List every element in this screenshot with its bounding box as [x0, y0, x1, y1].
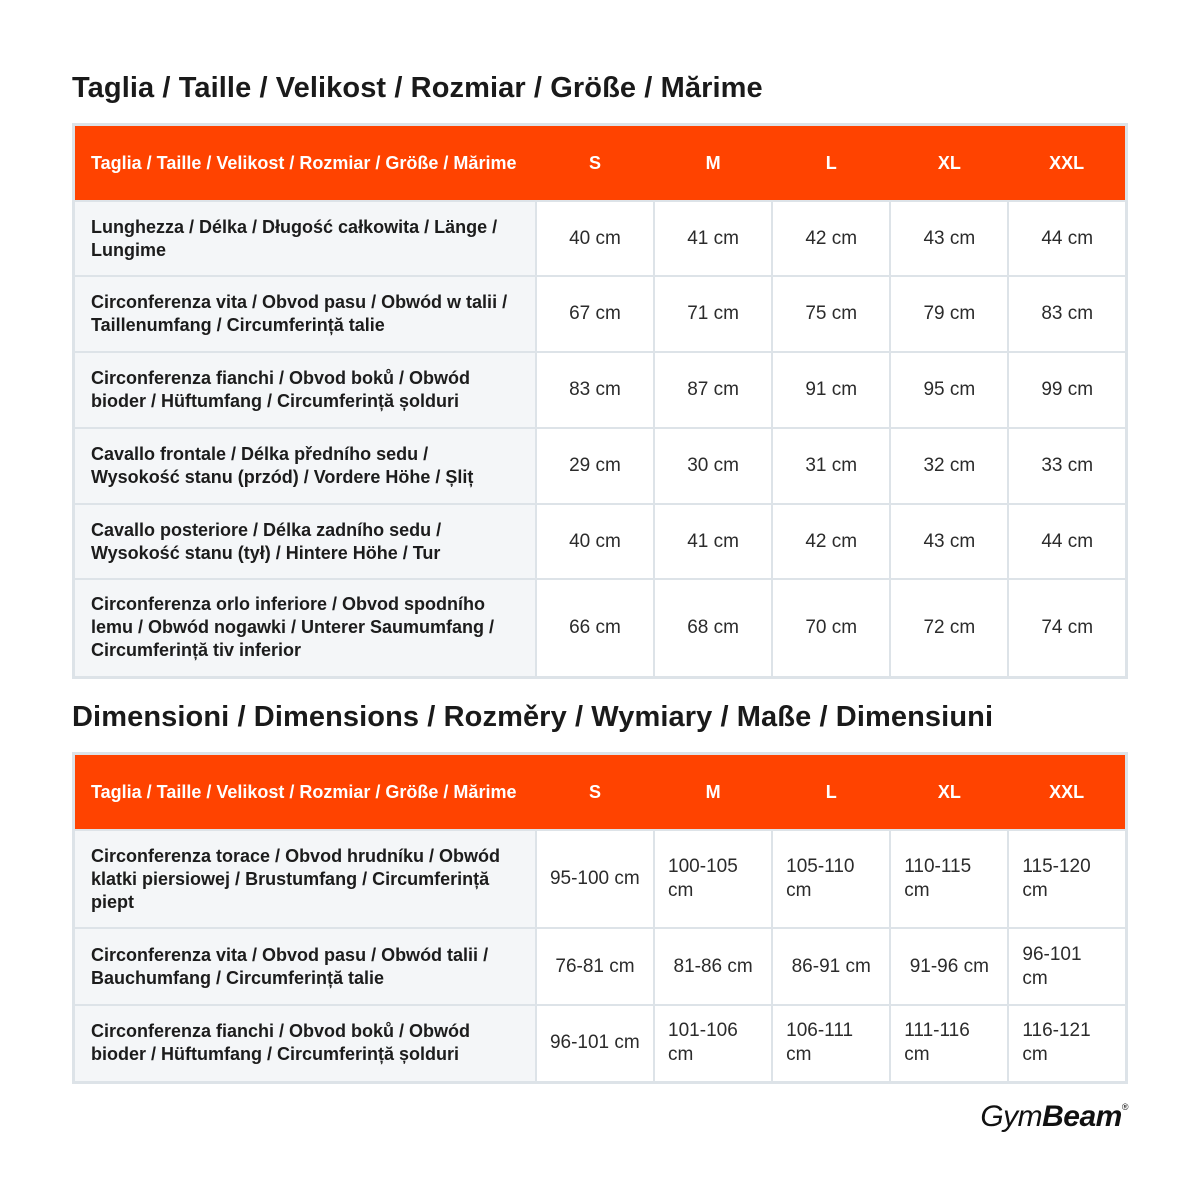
table-header-row — [74, 754, 1127, 831]
cell-value: 75 cm — [772, 276, 890, 352]
cell-value: 42 cm — [772, 504, 890, 579]
header-size-l: L — [772, 754, 890, 831]
cell-value: 29 cm — [536, 428, 654, 504]
cell-value: 91-96 cm — [890, 928, 1008, 1005]
table-row — [74, 352, 1127, 428]
registered-mark: ® — [1121, 1102, 1128, 1112]
cell-value: 43 cm — [890, 504, 1008, 579]
cell-value: 106-111 cm — [772, 1005, 890, 1082]
cell-value: 43 cm — [890, 201, 1008, 276]
row-label: Circonferenza fianchi / Obvod boků / Obwód bioder / Hüftumfang / Circumferință șolduri — [74, 1005, 536, 1082]
cell-value: 67 cm — [536, 276, 654, 352]
cell-value: 116-121 cm — [1008, 1005, 1126, 1082]
cell-value: 70 cm — [772, 579, 890, 677]
cell-value: 68 cm — [654, 579, 772, 677]
header-size-label: Taglia / Taille / Velikost / Rozmiar / Größe / Mărime — [74, 754, 536, 831]
table-row — [74, 579, 1127, 677]
cell-value: 66 cm — [536, 579, 654, 677]
cell-value: 79 cm — [890, 276, 1008, 352]
table-row — [74, 1005, 1127, 1082]
header-size-xxl: XXL — [1008, 125, 1126, 202]
header-size-l: L — [772, 125, 890, 202]
header-size-s: S — [536, 125, 654, 202]
gymbeam-logo — [980, 1100, 1128, 1134]
row-label: Lunghezza / Délka / Długość całkowita / Länge / Lungime — [74, 201, 536, 276]
cell-value: 31 cm — [772, 428, 890, 504]
size-table-title: Taglia / Taille / Velikost / Rozmiar / Größe / Mărime — [72, 72, 763, 104]
header-size-xxl: XXL — [1008, 754, 1126, 831]
header-size-xl: XL — [890, 754, 1008, 831]
cell-value: 40 cm — [536, 504, 654, 579]
table-header-row — [74, 125, 1127, 202]
cell-value: 74 cm — [1008, 579, 1126, 677]
cell-value: 105-110 cm — [772, 830, 890, 928]
cell-value: 95-100 cm — [536, 830, 654, 928]
cell-value: 110-115 cm — [890, 830, 1008, 928]
header-size-xl: XL — [890, 125, 1008, 202]
dimensions-table — [72, 752, 1128, 1084]
cell-value: 41 cm — [654, 201, 772, 276]
row-label: Cavallo posteriore / Délka zadního sedu / Wysokość stanu (tył) / Hintere Höhe / Tur — [74, 504, 536, 579]
cell-value: 44 cm — [1008, 201, 1126, 276]
cell-value: 72 cm — [890, 579, 1008, 677]
table-row — [74, 201, 1127, 276]
cell-value: 33 cm — [1008, 428, 1126, 504]
dimensions-table-title: Dimensioni / Dimensions / Rozměry / Wymiary / Maße / Dimensiuni — [72, 701, 994, 733]
cell-value: 91 cm — [772, 352, 890, 428]
cell-value: 99 cm — [1008, 352, 1126, 428]
table-row — [74, 504, 1127, 579]
cell-value: 81-86 cm — [654, 928, 772, 1005]
cell-value: 42 cm — [772, 201, 890, 276]
cell-value: 100-105 cm — [654, 830, 772, 928]
cell-value: 32 cm — [890, 428, 1008, 504]
header-size-s: S — [536, 754, 654, 831]
row-label: Cavallo frontale / Délka předního sedu / Wysokość stanu (przód) / Vordere Höhe / Șliț — [74, 428, 536, 504]
header-size-m: M — [654, 125, 772, 202]
cell-value: 83 cm — [536, 352, 654, 428]
logo-beam: Beam — [1042, 1100, 1122, 1133]
cell-value: 86-91 cm — [772, 928, 890, 1005]
cell-value: 40 cm — [536, 201, 654, 276]
cell-value: 95 cm — [890, 352, 1008, 428]
header-size-m: M — [654, 754, 772, 831]
logo-gym: Gym — [980, 1100, 1043, 1133]
row-label: Circonferenza vita / Obvod pasu / Obwód w talii / Taillenumfang / Circumferință talie — [74, 276, 536, 352]
cell-value: 30 cm — [654, 428, 772, 504]
row-label: Circonferenza torace / Obvod hrudníku / Obwód klatki piersiowej / Brustumfang / Circumferință piept — [74, 830, 536, 928]
table-row — [74, 928, 1127, 1005]
cell-value: 76-81 cm — [536, 928, 654, 1005]
cell-value: 44 cm — [1008, 504, 1126, 579]
header-size-label: Taglia / Taille / Velikost / Rozmiar / Größe / Mărime — [74, 125, 536, 202]
row-label: Circonferenza orlo inferiore / Obvod spodního lemu / Obwód nogawki / Unterer Saumumfang / Circumferință tiv inferior — [74, 579, 536, 677]
table-row — [74, 830, 1127, 928]
cell-value: 115-120 cm — [1008, 830, 1126, 928]
cell-value: 41 cm — [654, 504, 772, 579]
cell-value: 83 cm — [1008, 276, 1126, 352]
cell-value: 96-101 cm — [1008, 928, 1126, 1005]
cell-value: 87 cm — [654, 352, 772, 428]
row-label: Circonferenza vita / Obvod pasu / Obwód talii / Bauchumfang / Circumferință talie — [74, 928, 536, 1005]
cell-value: 101-106 cm — [654, 1005, 772, 1082]
table-row — [74, 276, 1127, 352]
cell-value: 111-116 cm — [890, 1005, 1008, 1082]
size-table — [72, 123, 1128, 679]
cell-value: 96-101 cm — [536, 1005, 654, 1082]
row-label: Circonferenza fianchi / Obvod boků / Obwód bioder / Hüftumfang / Circumferință șolduri — [74, 352, 536, 428]
cell-value: 71 cm — [654, 276, 772, 352]
table-row — [74, 428, 1127, 504]
